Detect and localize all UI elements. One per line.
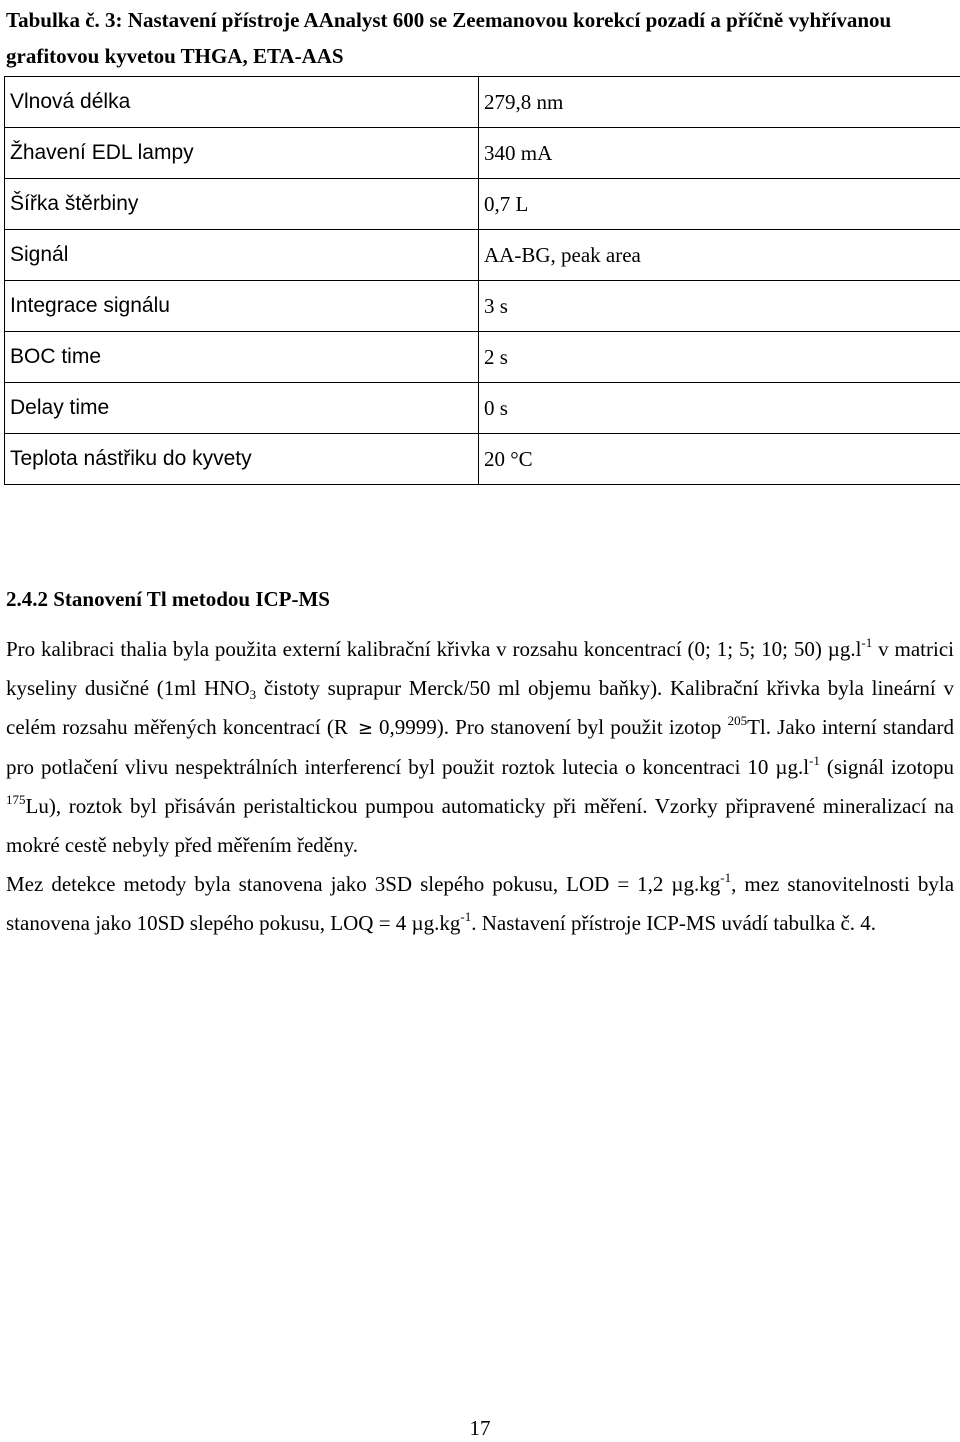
caption-text: : Nastavení přístroje AAnalyst 600 se Zeemanovou korekcí pozadí a příčně vyhřívanou grafitovou kyvetou THGA, ETA-AAS (6, 8, 892, 68)
paragraph-detection-limits (6, 865, 954, 943)
setting-label: Signál (5, 230, 479, 281)
text-run: , mez stanovitelnosti byla stanovena jako 10SD slepého pokusu, LOQ = 4 µg.kg (6, 872, 955, 935)
text-run: Lu), roztok byl přisáván peristaltickou pumpou automaticky při měření. Vzorky připravené mineralizací na mokré cestě nebyly před měřením ředěny. (6, 794, 954, 857)
text-run: čistoty suprapur Merck/50 ml objemu baňky). Kalibrační křivka byla lineární v celém rozsahu měřených koncentrací (R (6, 676, 954, 739)
text-run: Tl. Jako interní standard pro potlačení vlivu nespektrálních interferencí byl použit roztok lutecia o koncentraci 10 µg.l (6, 715, 954, 779)
setting-value: 279,8 nm (479, 77, 960, 128)
table-caption (6, 2, 956, 74)
caption-prefix: Tabulka č. 3 (6, 8, 116, 32)
setting-label: BOC time (5, 332, 479, 383)
table-row (5, 230, 960, 281)
superscript: -1 (861, 635, 873, 650)
instrument-settings-table (4, 76, 960, 485)
setting-value: 0 s (479, 383, 960, 434)
superscript: -1 (809, 753, 820, 768)
superscript: -1 (720, 870, 732, 885)
table-row (5, 179, 960, 230)
setting-value: 0,7 L (479, 179, 960, 230)
setting-value: 3 s (479, 281, 960, 332)
text-run: Mez detekce metody byla stanovena jako 3SD slepého pokusu, LOD = 1,2 µg.kg (6, 872, 721, 896)
superscript: -1 (460, 909, 472, 924)
section-body (6, 630, 954, 943)
text-run: 0,9999). Pro stanovení byl použit izotop (379, 715, 728, 739)
subscript: 3 (249, 687, 257, 702)
setting-value: 2 s (479, 332, 960, 383)
paragraph-calibration (6, 630, 954, 865)
setting-value: AA-BG, peak area (479, 230, 960, 281)
setting-label: Šířka štěrbiny (5, 179, 479, 230)
greater-equal-symbol: ≥ (357, 718, 373, 739)
setting-value: 20 °C (479, 434, 960, 485)
table-row (5, 281, 960, 332)
setting-label: Žhavení EDL lampy (5, 128, 479, 179)
table-row (5, 332, 960, 383)
table-row (5, 383, 960, 434)
page-number: 17 (469, 1416, 491, 1440)
setting-label: Delay time (5, 383, 479, 434)
setting-label: Integrace signálu (5, 281, 479, 332)
superscript: 175 (6, 792, 26, 807)
text-run: v matrici kyseliny dusičné (1ml HNO (6, 637, 954, 700)
text-run: . Nastavení přístroje ICP-MS uvádí tabulka č. 4. (471, 911, 877, 935)
text-run: Pro kalibraci thalia byla použita externí kalibrační křivka v rozsahu koncentrací (0; 1; 5; 10; 50) µg.l (6, 637, 862, 661)
setting-label: Teplota nástřiku do kyvety (5, 434, 479, 485)
text-run: (signál izotopu (819, 755, 954, 779)
setting-value: 340 mA (479, 128, 960, 179)
table-row (5, 77, 960, 128)
setting-label: Vlnová délka (5, 77, 479, 128)
table-row (5, 434, 960, 485)
table-row (5, 128, 960, 179)
superscript: 205 (727, 713, 748, 728)
section-heading: 2.4.2 Stanovení Tl metodou ICP-MS (6, 587, 330, 611)
